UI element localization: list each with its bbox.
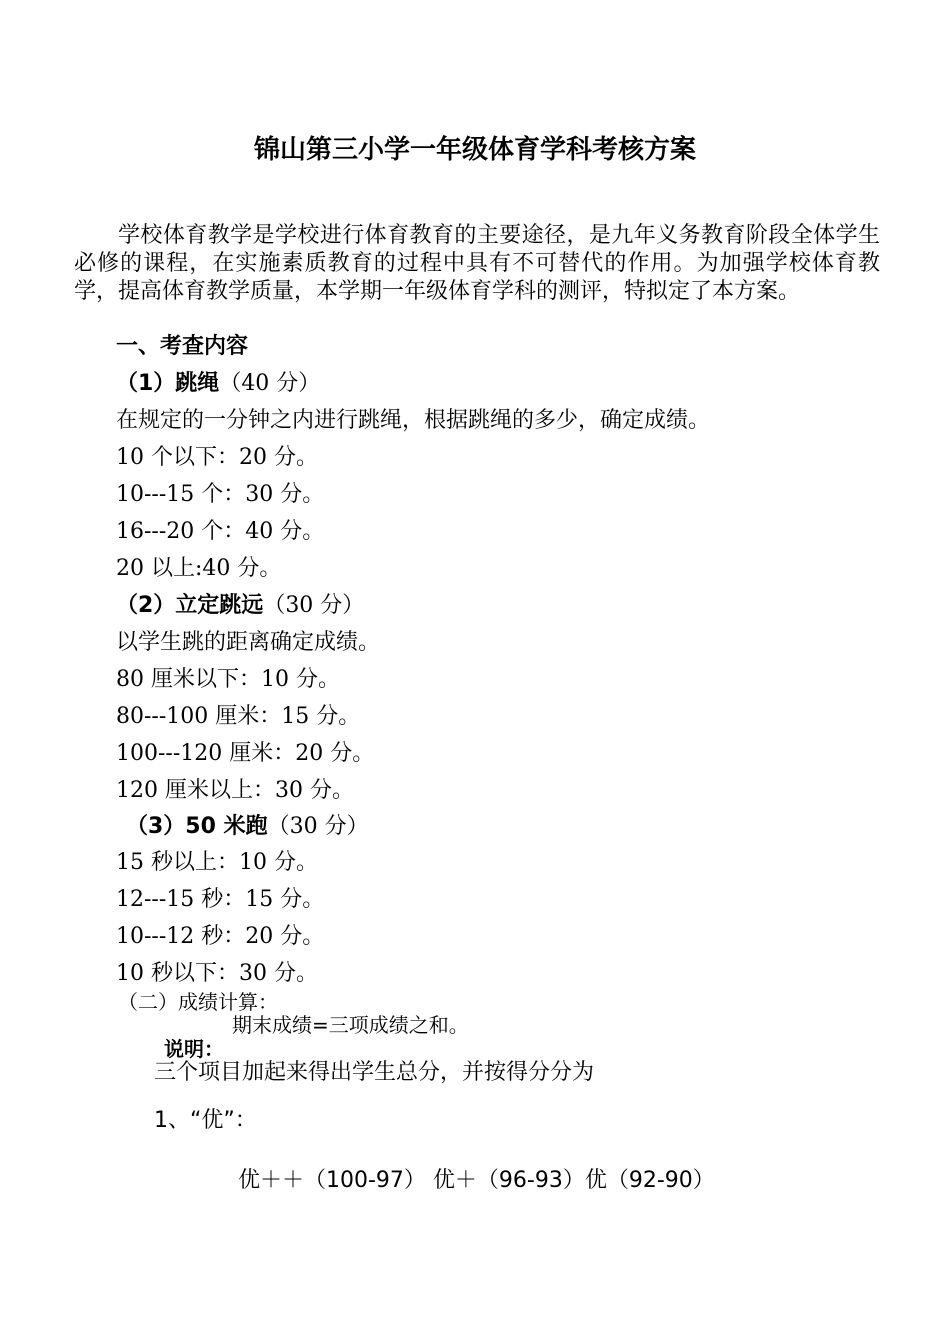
grade-excellent-levels: 优＋＋（100-97） 优＋（96-93）优（92-90）: [238, 1168, 715, 1193]
criteria-line: 12---15 秒：15 分。: [116, 887, 325, 912]
criteria-line: 10---12 秒：20 分。: [116, 924, 325, 949]
item-50m-run-title: （3）50 米跑: [126, 814, 268, 839]
criteria-line: 20 以上:40 分。: [116, 556, 282, 581]
item-50m-run-points: （30 分）: [267, 814, 369, 839]
grade-excellent-label: 1、“优”：: [154, 1108, 257, 1133]
item-jump-rope-heading: [116, 371, 320, 397]
item-long-jump-points: （30 分）: [263, 593, 365, 618]
criteria-line: 16---20 个：40 分。: [116, 519, 325, 544]
item-jump-rope-description: 在规定的一分钟之内进行跳绳，根据跳绳的多少，确定成绩。: [116, 408, 711, 433]
item-long-jump-title: （2）立定跳远: [116, 593, 264, 618]
section-heading-scoring: （二）成绩计算：: [118, 990, 278, 1014]
document-title: 锦山第三小学一年级体育学科考核方案: [253, 135, 696, 165]
criteria-line: 120 厘米以上：30 分。: [116, 778, 354, 803]
criteria-line: 10 秒以下：30 分。: [116, 961, 318, 986]
note-text: 三个项目加起来得出学生总分，并按得分分为: [154, 1060, 595, 1085]
intro-paragraph: 学校体育教学是学校进行体育教育的主要途径，是九年义务教育阶段全体学生必修的课程，在实施素质教育的过程中具有不可替代的作用。为加强学校体育教学，提高体育教学质量，本学期一年级体育学科的测评，特拟定了本方案。: [74, 223, 880, 304]
item-jump-rope-title: （1）跳绳: [116, 371, 220, 396]
item-50m-run-heading: [126, 814, 369, 840]
section-heading-content: 一、考查内容: [116, 334, 249, 359]
criteria-line: 80 厘米以下：10 分。: [116, 667, 340, 692]
note-label: 说明：: [164, 1037, 224, 1061]
scoring-formula: 期末成绩=三项成绩之和。: [232, 1013, 469, 1037]
criteria-line: 80---100 厘米：15 分。: [116, 704, 361, 729]
item-jump-rope-points: （40 分）: [219, 371, 321, 396]
criteria-line: 10 个以下：20 分。: [116, 445, 318, 470]
criteria-line: 15 秒以上：10 分。: [116, 850, 318, 875]
criteria-line: 10---15 个：30 分。: [116, 482, 325, 507]
item-long-jump-description: 以学生跳的距离确定成绩。: [116, 630, 381, 655]
item-long-jump-heading: [116, 593, 364, 619]
criteria-line: 100---120 厘米：20 分。: [116, 741, 375, 766]
